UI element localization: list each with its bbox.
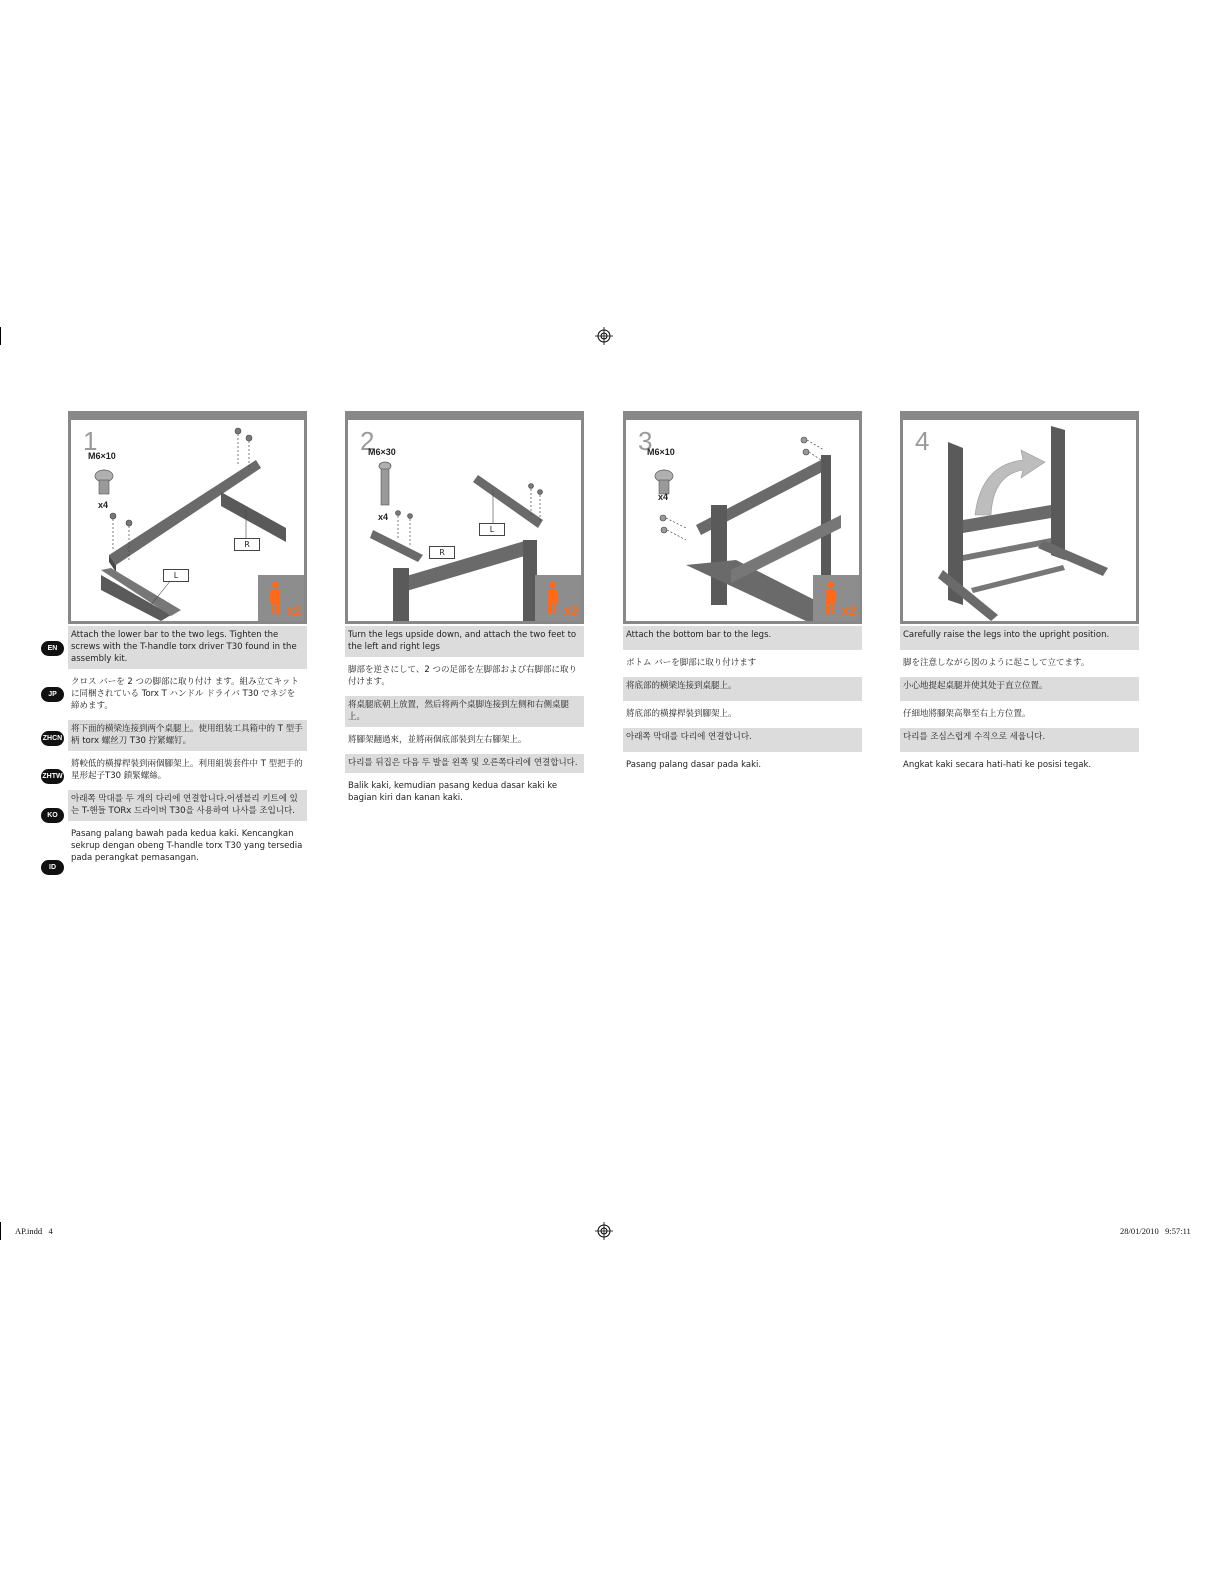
text-jp: 脚部を逆さにして、2 つの足部を左脚部および右脚部に取り付けます。 [348,665,577,687]
lang-badge-zhtw: ZHTW [41,769,64,784]
two-person-badge [258,575,304,621]
lang-badge-jp: JP [41,687,64,702]
crop-mark-left [0,327,1,345]
lang-badge-en: EN [41,641,64,656]
text-ko: 다리를 조심스럽게 수직으로 세웁니다. [900,728,1139,752]
registration-mark-bottom [595,1222,613,1240]
footer-timestamp: 28/01/2010 9:57:11 [1120,1226,1191,1236]
lang-badge-zhcn: ZHCN [41,731,64,746]
person-count: x2 [841,603,856,618]
text-zhtw: 將腳架翻過來，並將兩個底部裝到左右腳架上。 [348,735,527,745]
text-zhtw: 將底部的橫撐桿裝到腳架上。 [626,709,737,719]
step-3-instructions [623,626,862,775]
person-count: x2 [563,603,578,618]
text-zhcn: 将底部的横梁连接到桌腿上。 [623,677,862,701]
text-id: Pasang palang bawah pada kedua kaki. Kencangkan sekrup dengan obeng T-handle torx T30 yang tersedia pada perangkat pemasangan. [71,829,303,863]
text-en: Turn the legs upside down, and attach the two feet to the left and right legs [345,626,584,657]
lang-badge-id: ID [41,860,64,875]
step-3-illustration [623,411,862,624]
step-4 [900,411,1139,779]
two-person-badge [535,575,581,621]
text-ko: 아래쪽 막대를 다리에 연결합니다. [623,728,862,752]
text-jp: ボトム バーを脚部に取り付けます [626,658,757,668]
step-1-illustration [68,411,307,624]
step-4-instructions [900,626,1139,775]
step-2-illustration [345,411,584,624]
screw-quantity: x4 [378,512,389,522]
rotate-arrow-icon [975,450,1045,515]
text-ko: 아래쪽 막대를 두 개의 다리에 연결합니다.어셈블리 키트에 있는 T-핸들 TORx 드라이버 T30을 사용하여 나사를 조입니다. [68,790,307,821]
text-zhtw: 仔細地將腳架高舉至右上方位置。 [903,709,1031,719]
person-icon [542,581,562,615]
text-id: Balik kaki, kemudian pasang kedua dasar kaki ke bagian kiri dan kanan kaki. [348,781,558,803]
two-person-badge [813,575,859,621]
step-number: 4 [915,426,930,456]
step-number: 2 [360,426,375,456]
screw-size: M6×30 [368,447,396,457]
text-zhcn: 小心地提起桌腿并使其处于直立位置。 [900,677,1139,701]
text-zhcn: 将桌腿底朝上放置，然后将两个桌脚连接到左侧和右侧桌腿上。 [345,696,584,727]
step-3 [623,411,862,779]
crop-mark-bottom-left [0,1222,1,1240]
screw-icon [655,470,673,494]
part-label-r: R [234,538,260,551]
person-count: x2 [286,603,301,618]
step-4-illustration [900,411,1139,624]
text-id: Angkat kaki secara hati-hati ke posisi tegak. [903,760,1092,770]
raise-legs-illustration [903,420,1136,621]
text-en: Attach the bottom bar to the legs. [623,626,862,650]
part-label-l: L [479,523,505,536]
step-number: 1 [83,426,98,456]
step-2-instructions [345,626,584,808]
text-zhtw: 將較低的橫撐桿裝到兩個腳架上。利用組裝套件中 T 型把手的星形起子T30 鎖緊螺絲。 [71,759,303,781]
lang-badge-ko: KO [41,808,64,823]
screw-size: M6×10 [88,451,116,461]
footer-filename: AP.indd 4 [15,1226,53,1236]
text-zhcn: 将下面的横梁连接到两个桌腿上。使用组装工具箱中的 T 型手柄 torx 螺丝刀 T30 拧紧螺钉。 [68,720,307,751]
step-1-instructions [68,626,307,868]
registration-mark-top [595,327,613,345]
text-en: Carefully raise the legs into the upright position. [900,626,1139,650]
screw-icon [379,462,391,505]
part-label-r: R [429,546,455,559]
text-jp: クロス バーを 2 つの脚部に取り付け ます。組み立てキットに同梱されている Torx T ハンドル ドライバ T30 でネジを 締めます。 [71,677,299,711]
step-2 [345,411,584,812]
step-1 [68,411,307,872]
text-id: Pasang palang dasar pada kaki. [626,760,762,770]
screw-icon [95,470,113,494]
text-ko: 다리를 뒤집은 다음 두 발을 왼쪽 및 오른쪽다리에 연결합니다. [345,754,584,773]
screw-quantity: x4 [98,500,109,510]
screw-quantity: x4 [658,492,669,502]
person-icon [265,581,285,615]
part-label-l: L [163,569,189,582]
text-jp: 脚を注意しながら図のように起こして立てます。 [903,658,1090,668]
step-number: 3 [638,426,653,456]
person-icon [820,581,840,615]
text-en: Attach the lower bar to the two legs. Tighten the screws with the T-handle torx driver T30 found in the assembly kit. [68,626,307,669]
screw-size: M6×10 [647,447,675,457]
